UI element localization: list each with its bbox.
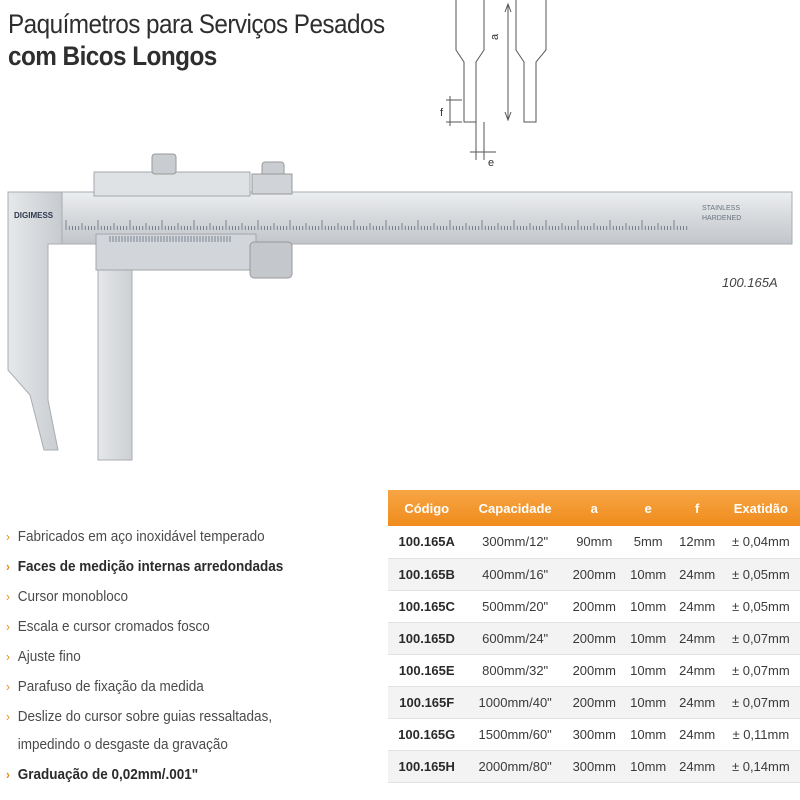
table-cell: 2000mm/80"	[465, 750, 564, 782]
product-code-cell: 100.165E	[388, 654, 465, 686]
caliper-stamp-line-1: STAINLESS	[702, 205, 740, 212]
feature-item	[6, 760, 348, 790]
diagram-right-jaw	[516, 0, 546, 122]
feature-list	[6, 522, 386, 790]
caliper-model-caption: 100.165A	[722, 275, 778, 290]
table-cell: 24mm	[673, 718, 722, 750]
bullet-chevron-icon: ›	[6, 529, 10, 544]
table-cell: 24mm	[673, 622, 722, 654]
product-code-cell: 100.165F	[388, 686, 465, 718]
table-row	[388, 750, 800, 782]
table-cell: 200mm	[565, 686, 624, 718]
caliper-fine-adjust-block	[252, 174, 292, 194]
feature-text: Faces de medição internas arredondadas	[17, 558, 284, 575]
caliper-stamp-line-2: HARDENED	[702, 215, 742, 222]
table-cell: 24mm	[673, 654, 722, 686]
feature-item	[6, 582, 348, 612]
table-cell: 10mm	[624, 622, 673, 654]
feature-text: Fabricados em aço inoxidável temperado	[17, 528, 265, 545]
feature-text: impedindo o desgaste da gravação	[17, 736, 228, 753]
bullet-chevron-icon: ›	[6, 767, 10, 782]
title-line-1: Paquímetros para Serviços Pesados	[8, 9, 385, 39]
table-cell: 1000mm/40"	[465, 686, 564, 718]
table-cell: ± 0,05mm	[722, 558, 800, 590]
table-cell: 10mm	[624, 750, 673, 782]
table-cell: 200mm	[565, 654, 624, 686]
diagram-left-jaw	[456, 0, 484, 122]
table-cell: 5mm	[624, 526, 673, 558]
diagram-label-f: f	[440, 107, 444, 119]
column-header: e	[624, 490, 673, 526]
table-cell: 24mm	[673, 686, 722, 718]
table-cell: 600mm/24"	[465, 622, 564, 654]
product-code-cell: 100.165D	[388, 622, 465, 654]
table-cell: ± 0,04mm	[722, 526, 800, 558]
table-cell: 10mm	[624, 686, 673, 718]
column-header: Exatidão	[722, 490, 800, 526]
table-cell: 200mm	[565, 590, 624, 622]
table-cell: ± 0,05mm	[722, 590, 800, 622]
table-cell: ± 0,07mm	[722, 622, 800, 654]
product-code-cell: 100.165C	[388, 590, 465, 622]
spec-table-body	[388, 526, 800, 782]
spec-table-header-row	[388, 490, 800, 526]
table-cell: 90mm	[565, 526, 624, 558]
table-cell: ± 0,07mm	[722, 654, 800, 686]
table-cell: 12mm	[673, 526, 722, 558]
feature-item	[6, 612, 348, 642]
title-line-2: com Bicos Longos	[8, 41, 217, 71]
table-cell: 10mm	[624, 718, 673, 750]
bullet-chevron-icon: ›	[6, 589, 10, 604]
caliper-clamp	[250, 242, 292, 278]
bullet-chevron-icon: ›	[6, 709, 10, 724]
feature-item	[6, 642, 348, 672]
product-code-cell: 100.165B	[388, 558, 465, 590]
table-row	[388, 526, 800, 558]
table-cell: 1500mm/60"	[465, 718, 564, 750]
column-header: f	[673, 490, 722, 526]
jaw-dimension-diagram	[436, 0, 586, 170]
feature-item	[6, 730, 348, 760]
table-row	[388, 558, 800, 590]
table-cell: ± 0,11mm	[722, 718, 800, 750]
table-cell: 24mm	[673, 590, 722, 622]
caliper-vernier-plate	[94, 172, 250, 196]
column-header: a	[565, 490, 624, 526]
bullet-chevron-icon: ›	[6, 649, 10, 664]
spec-table	[388, 490, 800, 783]
table-cell: 10mm	[624, 654, 673, 686]
table-cell: 300mm	[565, 750, 624, 782]
feature-text: Deslize do cursor sobre guias ressaltadas,	[17, 708, 273, 725]
product-code-cell: 100.165A	[388, 526, 465, 558]
caliper-vernier-scale	[110, 236, 230, 242]
feature-text: Escala e cursor cromados fosco	[17, 618, 210, 635]
caliper-fixed-jaw	[8, 192, 62, 450]
table-cell: 24mm	[673, 558, 722, 590]
feature-item	[6, 702, 348, 732]
table-row	[388, 590, 800, 622]
table-cell: 200mm	[565, 558, 624, 590]
table-cell: ± 0,07mm	[722, 686, 800, 718]
feature-text: Parafuso de fixação da medida	[17, 678, 204, 695]
diagram-label-a: a	[489, 33, 501, 40]
column-header: Código	[388, 490, 465, 526]
table-row	[388, 686, 800, 718]
feature-item	[6, 552, 348, 582]
bullet-chevron-icon: ›	[6, 679, 10, 694]
table-row	[388, 654, 800, 686]
table-cell: 300mm	[565, 718, 624, 750]
feature-text: Graduação de 0,02mm/.001"	[17, 766, 199, 783]
table-cell: 300mm/12"	[465, 526, 564, 558]
caliper-illustration	[0, 150, 800, 480]
table-cell: ± 0,14mm	[722, 750, 800, 782]
table-cell: 24mm	[673, 750, 722, 782]
feature-item	[6, 522, 348, 552]
bullet-chevron-icon: ›	[6, 559, 10, 574]
page-title	[8, 8, 385, 72]
column-header: Capacidade	[465, 490, 564, 526]
caliper-fine-adjust-knob	[152, 154, 176, 174]
table-row	[388, 622, 800, 654]
caliper-brand: DIGIMESS	[14, 211, 54, 220]
feature-text: Cursor monobloco	[17, 588, 129, 605]
table-cell: 500mm/20"	[465, 590, 564, 622]
feature-text: Ajuste fino	[17, 648, 81, 665]
diagram-label-e: e	[488, 157, 495, 169]
bullet-chevron-icon: ›	[6, 619, 10, 634]
product-code-cell: 100.165H	[388, 750, 465, 782]
table-cell: 10mm	[624, 558, 673, 590]
table-cell: 10mm	[624, 590, 673, 622]
product-code-cell: 100.165G	[388, 718, 465, 750]
feature-item	[6, 672, 348, 702]
table-row	[388, 718, 800, 750]
table-cell: 800mm/32"	[465, 654, 564, 686]
table-cell: 200mm	[565, 622, 624, 654]
table-cell: 400mm/16"	[465, 558, 564, 590]
